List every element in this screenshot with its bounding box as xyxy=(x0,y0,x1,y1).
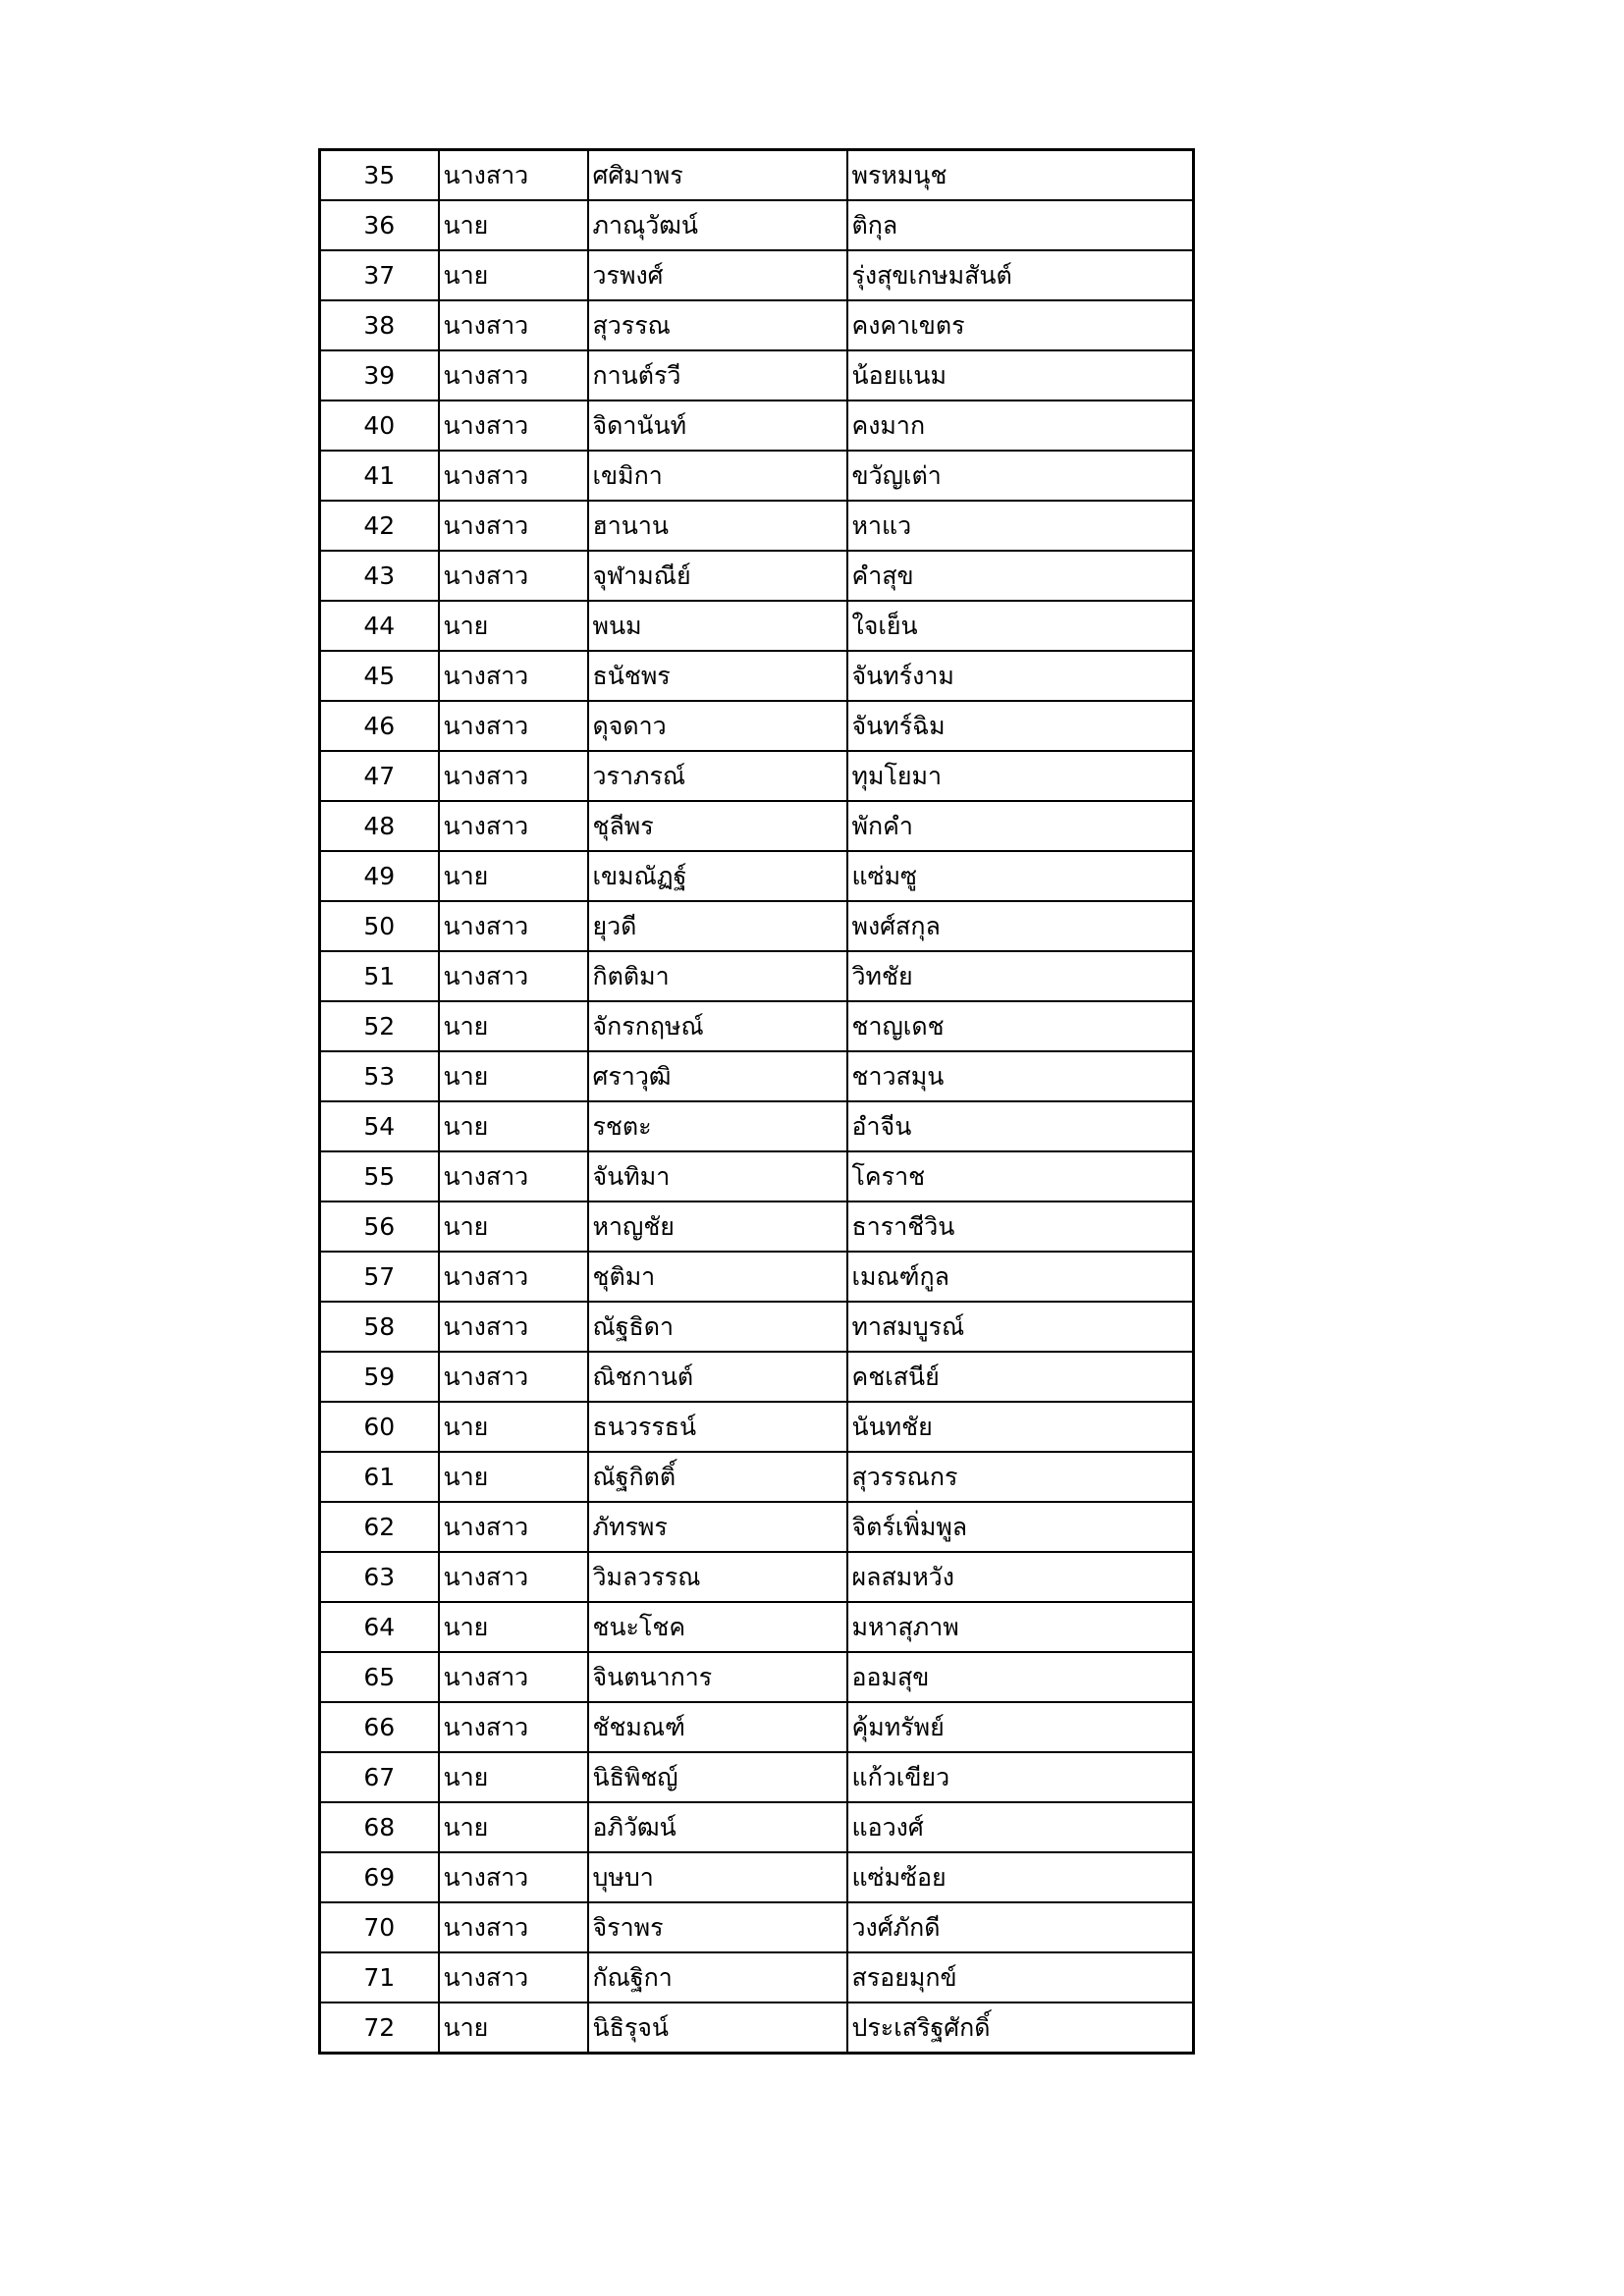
name-title-cell: นางสาว xyxy=(439,1702,588,1752)
first-name-cell: บุษบา xyxy=(588,1852,847,1902)
first-name-cell: ธนวรรธน์ xyxy=(588,1402,847,1452)
last-name-cell: สรอยมุกข์ xyxy=(847,1952,1194,2002)
first-name-cell: พนม xyxy=(588,601,847,651)
table-row xyxy=(320,350,1194,400)
name-title-cell: นางสาว xyxy=(439,501,588,551)
name-title-cell: นางสาว xyxy=(439,1151,588,1201)
row-number-cell: 71 xyxy=(320,1952,439,2002)
name-title-cell: นางสาว xyxy=(439,451,588,501)
first-name-cell: ยุวดี xyxy=(588,901,847,951)
row-number-cell: 46 xyxy=(320,701,439,751)
first-name-cell: วราภรณ์ xyxy=(588,751,847,801)
last-name-cell: ทาสมบูรณ์ xyxy=(847,1302,1194,1352)
name-title-cell: นางสาว xyxy=(439,701,588,751)
first-name-cell: ชนะโชค xyxy=(588,1602,847,1652)
last-name-cell: แอวงศ์ xyxy=(847,1802,1194,1852)
name-title-cell: นางสาว xyxy=(439,751,588,801)
name-title-cell: นาย xyxy=(439,2002,588,2054)
table-row xyxy=(320,1952,1194,2002)
last-name-cell: จันทร์งาม xyxy=(847,651,1194,701)
first-name-cell: จันทิมา xyxy=(588,1151,847,1201)
last-name-cell: ประเสริฐศักดิ์ xyxy=(847,2002,1194,2054)
last-name-cell: มหาสุภาพ xyxy=(847,1602,1194,1652)
first-name-cell: ธนัชพร xyxy=(588,651,847,701)
row-number-cell: 61 xyxy=(320,1452,439,1502)
first-name-cell: กานต์รวี xyxy=(588,350,847,400)
last-name-cell: แซ่มซ้อย xyxy=(847,1852,1194,1902)
name-title-cell: นาย xyxy=(439,200,588,250)
last-name-cell: ขวัญเต่า xyxy=(847,451,1194,501)
last-name-cell: จิตร์เพิ่มพูล xyxy=(847,1502,1194,1552)
first-name-cell: จักรกฤษณ์ xyxy=(588,1001,847,1051)
table-row xyxy=(320,1302,1194,1352)
table-row xyxy=(320,1352,1194,1402)
name-title-cell: นางสาว xyxy=(439,651,588,701)
name-title-cell: นางสาว xyxy=(439,801,588,851)
row-number-cell: 55 xyxy=(320,1151,439,1201)
first-name-cell: จินตนาการ xyxy=(588,1652,847,1702)
row-number-cell: 58 xyxy=(320,1302,439,1352)
first-name-cell: อภิวัฒน์ xyxy=(588,1802,847,1852)
row-number-cell: 60 xyxy=(320,1402,439,1452)
table-row xyxy=(320,200,1194,250)
row-number-cell: 51 xyxy=(320,951,439,1001)
last-name-cell: คงคาเขตร xyxy=(847,300,1194,350)
row-number-cell: 38 xyxy=(320,300,439,350)
table-row xyxy=(320,851,1194,901)
row-number-cell: 53 xyxy=(320,1051,439,1101)
first-name-cell: เขมิกา xyxy=(588,451,847,501)
last-name-cell: ธาราชีวิน xyxy=(847,1201,1194,1252)
table-row xyxy=(320,1702,1194,1752)
table-row xyxy=(320,451,1194,501)
name-title-cell: นาย xyxy=(439,601,588,651)
row-number-cell: 54 xyxy=(320,1101,439,1151)
last-name-cell: แซ่มซู xyxy=(847,851,1194,901)
last-name-cell: วิทชัย xyxy=(847,951,1194,1001)
name-title-cell: นาย xyxy=(439,1051,588,1101)
table-row xyxy=(320,1452,1194,1502)
first-name-cell: ศศิมาพร xyxy=(588,150,847,201)
name-title-cell: นาย xyxy=(439,1402,588,1452)
name-title-cell: นางสาว xyxy=(439,350,588,400)
name-title-cell: นางสาว xyxy=(439,551,588,601)
table-row xyxy=(320,1201,1194,1252)
table-row xyxy=(320,601,1194,651)
last-name-cell: โคราช xyxy=(847,1151,1194,1201)
last-name-cell: เมณฑ์กูล xyxy=(847,1252,1194,1302)
first-name-cell: สุวรรณ xyxy=(588,300,847,350)
name-title-cell: นางสาว xyxy=(439,1302,588,1352)
row-number-cell: 64 xyxy=(320,1602,439,1652)
last-name-cell: พรหมนุช xyxy=(847,150,1194,201)
table-row xyxy=(320,501,1194,551)
name-title-cell: นาย xyxy=(439,1752,588,1802)
table-row xyxy=(320,400,1194,451)
table-row xyxy=(320,951,1194,1001)
last-name-cell: ชาญเดช xyxy=(847,1001,1194,1051)
row-number-cell: 52 xyxy=(320,1001,439,1051)
table-row xyxy=(320,1051,1194,1101)
table-row xyxy=(320,651,1194,701)
name-title-cell: นางสาว xyxy=(439,1652,588,1702)
last-name-cell: ออมสุข xyxy=(847,1652,1194,1702)
first-name-cell: ภาณุวัฒน์ xyxy=(588,200,847,250)
first-name-cell: ณิชกานต์ xyxy=(588,1352,847,1402)
table-row xyxy=(320,2002,1194,2054)
name-title-cell: นาย xyxy=(439,1201,588,1252)
first-name-cell: ชัชมณฑ์ xyxy=(588,1702,847,1752)
name-title-cell: นางสาว xyxy=(439,1952,588,2002)
last-name-cell: หาแว xyxy=(847,501,1194,551)
name-title-cell: นาย xyxy=(439,1802,588,1852)
name-title-cell: นาย xyxy=(439,1101,588,1151)
table-row xyxy=(320,150,1194,201)
row-number-cell: 68 xyxy=(320,1802,439,1852)
table-row xyxy=(320,801,1194,851)
first-name-cell: ดุจดาว xyxy=(588,701,847,751)
first-name-cell: ศราวุฒิ xyxy=(588,1051,847,1101)
first-name-cell: จิราพร xyxy=(588,1902,847,1952)
last-name-cell: ติกุล xyxy=(847,200,1194,250)
table-row xyxy=(320,1602,1194,1652)
name-title-cell: นาย xyxy=(439,1001,588,1051)
name-list-body xyxy=(320,150,1194,2054)
table-row xyxy=(320,300,1194,350)
name-title-cell: นางสาว xyxy=(439,1852,588,1902)
table-row xyxy=(320,1802,1194,1852)
last-name-cell: นันทชัย xyxy=(847,1402,1194,1452)
last-name-cell: รุ่งสุขเกษมสันต์ xyxy=(847,250,1194,300)
first-name-cell: เขมณัฏฐ์ xyxy=(588,851,847,901)
table-row xyxy=(320,1552,1194,1602)
name-title-cell: นางสาว xyxy=(439,150,588,201)
first-name-cell: กิตติมา xyxy=(588,951,847,1001)
row-number-cell: 50 xyxy=(320,901,439,951)
row-number-cell: 59 xyxy=(320,1352,439,1402)
table-row xyxy=(320,1001,1194,1051)
name-title-cell: นางสาว xyxy=(439,951,588,1001)
row-number-cell: 56 xyxy=(320,1201,439,1252)
row-number-cell: 63 xyxy=(320,1552,439,1602)
first-name-cell: กัณฐิกา xyxy=(588,1952,847,2002)
first-name-cell: ฮานาน xyxy=(588,501,847,551)
name-title-cell: นางสาว xyxy=(439,1252,588,1302)
first-name-cell: ภัทรพร xyxy=(588,1502,847,1552)
row-number-cell: 62 xyxy=(320,1502,439,1552)
row-number-cell: 41 xyxy=(320,451,439,501)
last-name-cell: จันทร์ฉิม xyxy=(847,701,1194,751)
table-row xyxy=(320,701,1194,751)
last-name-cell: วงศ์ภักดี xyxy=(847,1902,1194,1952)
name-title-cell: นางสาว xyxy=(439,901,588,951)
first-name-cell: หาญชัย xyxy=(588,1201,847,1252)
row-number-cell: 37 xyxy=(320,250,439,300)
last-name-cell: คชเสนีย์ xyxy=(847,1352,1194,1402)
table-row xyxy=(320,551,1194,601)
last-name-cell: แก้วเขียว xyxy=(847,1752,1194,1802)
name-title-cell: นาย xyxy=(439,1452,588,1502)
name-title-cell: นางสาว xyxy=(439,1502,588,1552)
row-number-cell: 69 xyxy=(320,1852,439,1902)
first-name-cell: วรพงศ์ xyxy=(588,250,847,300)
row-number-cell: 42 xyxy=(320,501,439,551)
last-name-cell: คุ้มทรัพย์ xyxy=(847,1702,1194,1752)
name-title-cell: นาย xyxy=(439,851,588,901)
first-name-cell: ชุติมา xyxy=(588,1252,847,1302)
name-title-cell: นางสาว xyxy=(439,1352,588,1402)
table-row xyxy=(320,1402,1194,1452)
row-number-cell: 40 xyxy=(320,400,439,451)
row-number-cell: 39 xyxy=(320,350,439,400)
row-number-cell: 66 xyxy=(320,1702,439,1752)
name-title-cell: นางสาว xyxy=(439,400,588,451)
first-name-cell: รชตะ xyxy=(588,1101,847,1151)
table-row xyxy=(320,250,1194,300)
name-title-cell: นาย xyxy=(439,1602,588,1652)
name-title-cell: นางสาว xyxy=(439,1552,588,1602)
table-row xyxy=(320,1252,1194,1302)
last-name-cell: ใจเย็น xyxy=(847,601,1194,651)
last-name-cell: น้อยแนม xyxy=(847,350,1194,400)
row-number-cell: 67 xyxy=(320,1752,439,1802)
last-name-cell: สุวรรณกร xyxy=(847,1452,1194,1502)
last-name-cell: ผลสมหวัง xyxy=(847,1552,1194,1602)
last-name-cell: คำสุข xyxy=(847,551,1194,601)
first-name-cell: จิดานันท์ xyxy=(588,400,847,451)
last-name-cell: ทุมโยมา xyxy=(847,751,1194,801)
first-name-cell: ชุลีพร xyxy=(588,801,847,851)
name-title-cell: นางสาว xyxy=(439,1902,588,1952)
row-number-cell: 57 xyxy=(320,1252,439,1302)
table-row xyxy=(320,1101,1194,1151)
row-number-cell: 49 xyxy=(320,851,439,901)
last-name-cell: พงศ์สกุล xyxy=(847,901,1194,951)
row-number-cell: 65 xyxy=(320,1652,439,1702)
table-row xyxy=(320,1902,1194,1952)
table-row xyxy=(320,901,1194,951)
row-number-cell: 45 xyxy=(320,651,439,701)
last-name-cell: พักคำ xyxy=(847,801,1194,851)
first-name-cell: นิธิรุจน์ xyxy=(588,2002,847,2054)
table-row xyxy=(320,1852,1194,1902)
name-list-table xyxy=(318,148,1195,2055)
last-name-cell: อำจีน xyxy=(847,1101,1194,1151)
row-number-cell: 48 xyxy=(320,801,439,851)
row-number-cell: 43 xyxy=(320,551,439,601)
name-title-cell: นาย xyxy=(439,250,588,300)
row-number-cell: 36 xyxy=(320,200,439,250)
name-title-cell: นางสาว xyxy=(439,300,588,350)
first-name-cell: ณัฐกิตติ์ xyxy=(588,1452,847,1502)
row-number-cell: 35 xyxy=(320,150,439,201)
table-row xyxy=(320,1151,1194,1201)
last-name-cell: คงมาก xyxy=(847,400,1194,451)
table-row xyxy=(320,751,1194,801)
first-name-cell: ณัฐธิดา xyxy=(588,1302,847,1352)
row-number-cell: 70 xyxy=(320,1902,439,1952)
row-number-cell: 47 xyxy=(320,751,439,801)
first-name-cell: วิมลวรรณ xyxy=(588,1552,847,1602)
first-name-cell: นิธิพิชญ์ xyxy=(588,1752,847,1802)
table-row xyxy=(320,1502,1194,1552)
table-row xyxy=(320,1652,1194,1702)
row-number-cell: 72 xyxy=(320,2002,439,2054)
first-name-cell: จุฬามณีย์ xyxy=(588,551,847,601)
last-name-cell: ชาวสมุน xyxy=(847,1051,1194,1101)
row-number-cell: 44 xyxy=(320,601,439,651)
table-row xyxy=(320,1752,1194,1802)
